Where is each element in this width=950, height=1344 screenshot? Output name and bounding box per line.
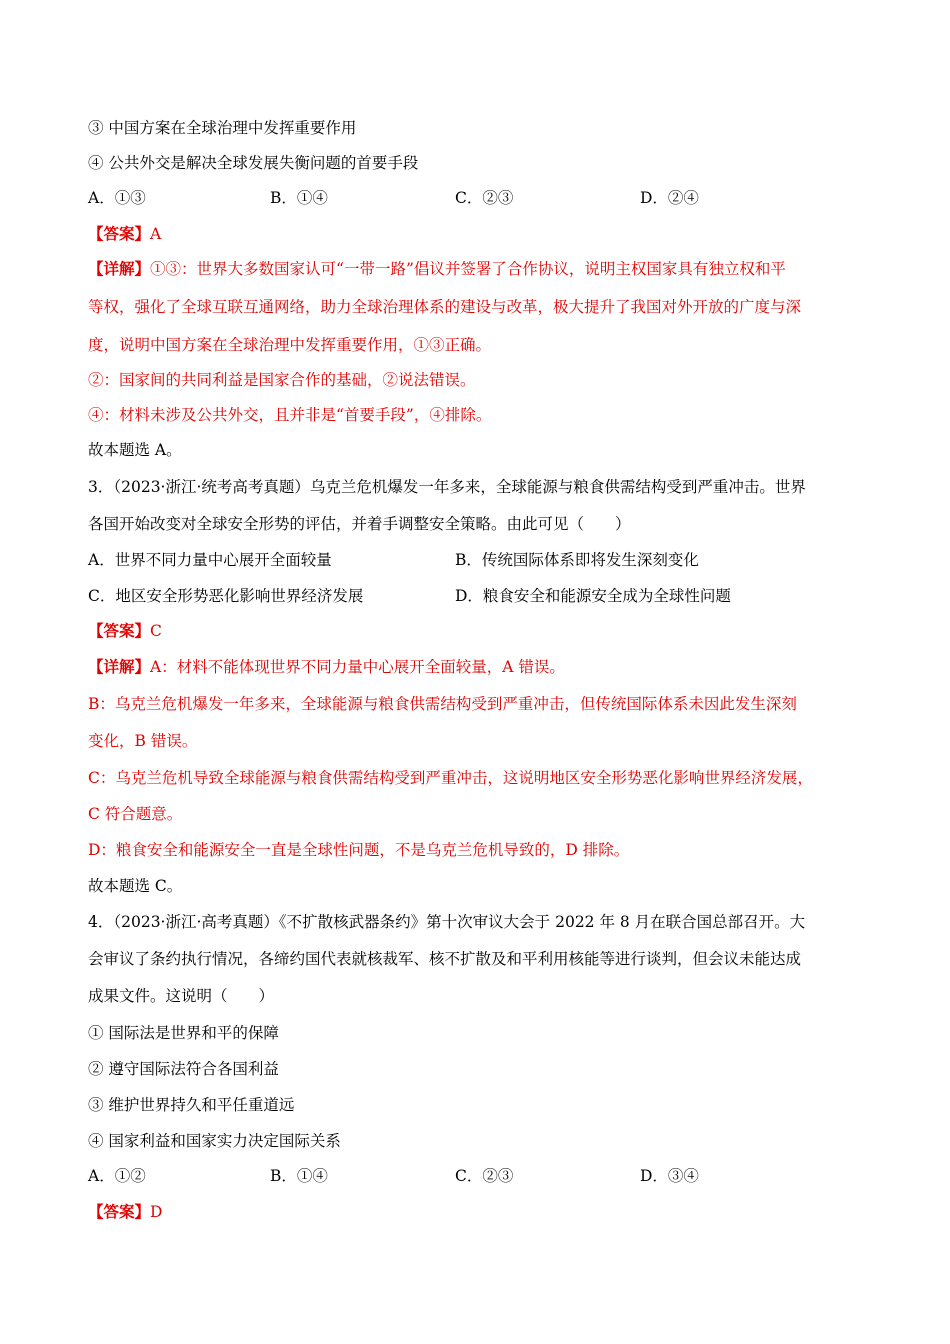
q2-detail-line-3: 度，说明中国方案在全球治理中发挥重要作用，①③正确。 bbox=[88, 336, 492, 354]
q3-option-a: A．世界不同力量中心展开全面较量 bbox=[88, 551, 332, 569]
detail-text: A：材料不能体现世界不同力量中心展开全面较量，A 错误。 bbox=[150, 658, 565, 676]
q3-option-c: C．地区安全形势恶化影响世界经济发展 bbox=[88, 587, 364, 605]
q4-item-4: ④ 国家利益和国家实力决定国际关系 bbox=[88, 1132, 341, 1150]
q3-stem-line-2: 各国开始改变对全球安全形势的评估，并着手调整安全策略。由此可见（ ） bbox=[88, 515, 631, 533]
q3-stem-line-1: 3．（2023·浙江·统考高考真题）乌克兰危机爆发一年多来，全球能源与粮食供需结构受到严重冲击。世界 bbox=[88, 478, 806, 496]
q2-option-c: C．②③ bbox=[455, 189, 514, 207]
answer-tag: 【答案】 bbox=[88, 621, 151, 640]
q3-option-b: B．传统国际体系即将发生深刻变化 bbox=[455, 551, 699, 569]
detail-tag: 【详解】 bbox=[88, 259, 151, 278]
q2-conclusion: 故本题选 A。 bbox=[88, 441, 182, 459]
q2-detail-line-2: 等权，强化了全球互联互通网络，助力全球治理体系的建设与改革，极大提升了我国对外开放的广度与深 bbox=[88, 298, 802, 316]
q3-detail-line-2: B：乌克兰危机爆发一年多来，全球能源与粮食供需结构受到严重冲击，但传统国际体系未因此发生深刻 bbox=[88, 695, 797, 713]
q2-detail-line-4: ②：国家间的共同利益是国家合作的基础，②说法错误。 bbox=[88, 371, 476, 389]
q2-detail-line-1 bbox=[88, 259, 786, 279]
q4-stem-line-1: 4．（2023·浙江·高考真题）《不扩散核武器条约》第十次审议大会于 2022 年 8 月在联合国总部召开。大 bbox=[88, 913, 806, 931]
q4-item-3: ③ 维护世界持久和平任重道远 bbox=[88, 1096, 295, 1114]
answer-tag: 【答案】 bbox=[88, 224, 151, 243]
q2-option-d: D．②④ bbox=[640, 189, 699, 207]
q2-option-a: A．①③ bbox=[88, 189, 146, 207]
answer-value: C bbox=[150, 622, 162, 640]
q2-item-3: ③ 中国方案在全球治理中发挥重要作用 bbox=[88, 119, 357, 137]
q4-option-b: B．①④ bbox=[270, 1167, 328, 1185]
q2-option-b: B．①④ bbox=[270, 189, 328, 207]
q2-item-4: ④ 公共外交是解决全球发展失衡问题的首要手段 bbox=[88, 154, 419, 172]
q3-answer bbox=[88, 621, 162, 641]
answer-value: A bbox=[150, 225, 162, 243]
q2-answer bbox=[88, 224, 161, 244]
q2-detail-line-5: ④：材料未涉及公共外交，且并非是“首要手段”，④排除。 bbox=[88, 406, 492, 424]
q4-item-1: ① 国际法是世界和平的保障 bbox=[88, 1024, 279, 1042]
q4-stem-line-3: 成果文件。这说明（ ） bbox=[88, 987, 275, 1005]
q4-item-2: ② 遵守国际法符合各国利益 bbox=[88, 1060, 279, 1078]
q4-answer bbox=[88, 1202, 162, 1222]
q3-detail-line-5: C 符合题意。 bbox=[88, 805, 183, 823]
answer-tag: 【答案】 bbox=[88, 1202, 151, 1221]
q3-detail-line-1 bbox=[88, 657, 565, 677]
q3-detail-line-6: D：粮食安全和能源安全一直是全球性问题，不是乌克兰危机导致的，D 排除。 bbox=[88, 841, 630, 859]
answer-value: D bbox=[150, 1203, 163, 1221]
q4-option-a: A．①② bbox=[88, 1167, 146, 1185]
q3-detail-line-4: C：乌克兰危机导致全球能源与粮食供需结构受到严重冲击，这说明地区安全形势恶化影响世界经济发展， bbox=[88, 769, 813, 787]
q4-option-d: D．③④ bbox=[640, 1167, 699, 1185]
q4-stem-line-2: 会审议了条约执行情况，各缔约国代表就核裁军、核不扩散及和平利用核能等进行谈判，但会议未能达成 bbox=[88, 950, 802, 968]
detail-text: ①③：世界大多数国家认可“一带一路”倡议并签署了合作协议，说明主权国家具有独立权和平 bbox=[150, 260, 786, 278]
q3-conclusion: 故本题选 C。 bbox=[88, 877, 183, 895]
detail-tag: 【详解】 bbox=[88, 657, 151, 676]
q4-option-c: C．②③ bbox=[455, 1167, 514, 1185]
q3-option-d: D．粮食安全和能源安全成为全球性问题 bbox=[455, 587, 731, 605]
q3-detail-line-3: 变化，B 错误。 bbox=[88, 732, 198, 750]
